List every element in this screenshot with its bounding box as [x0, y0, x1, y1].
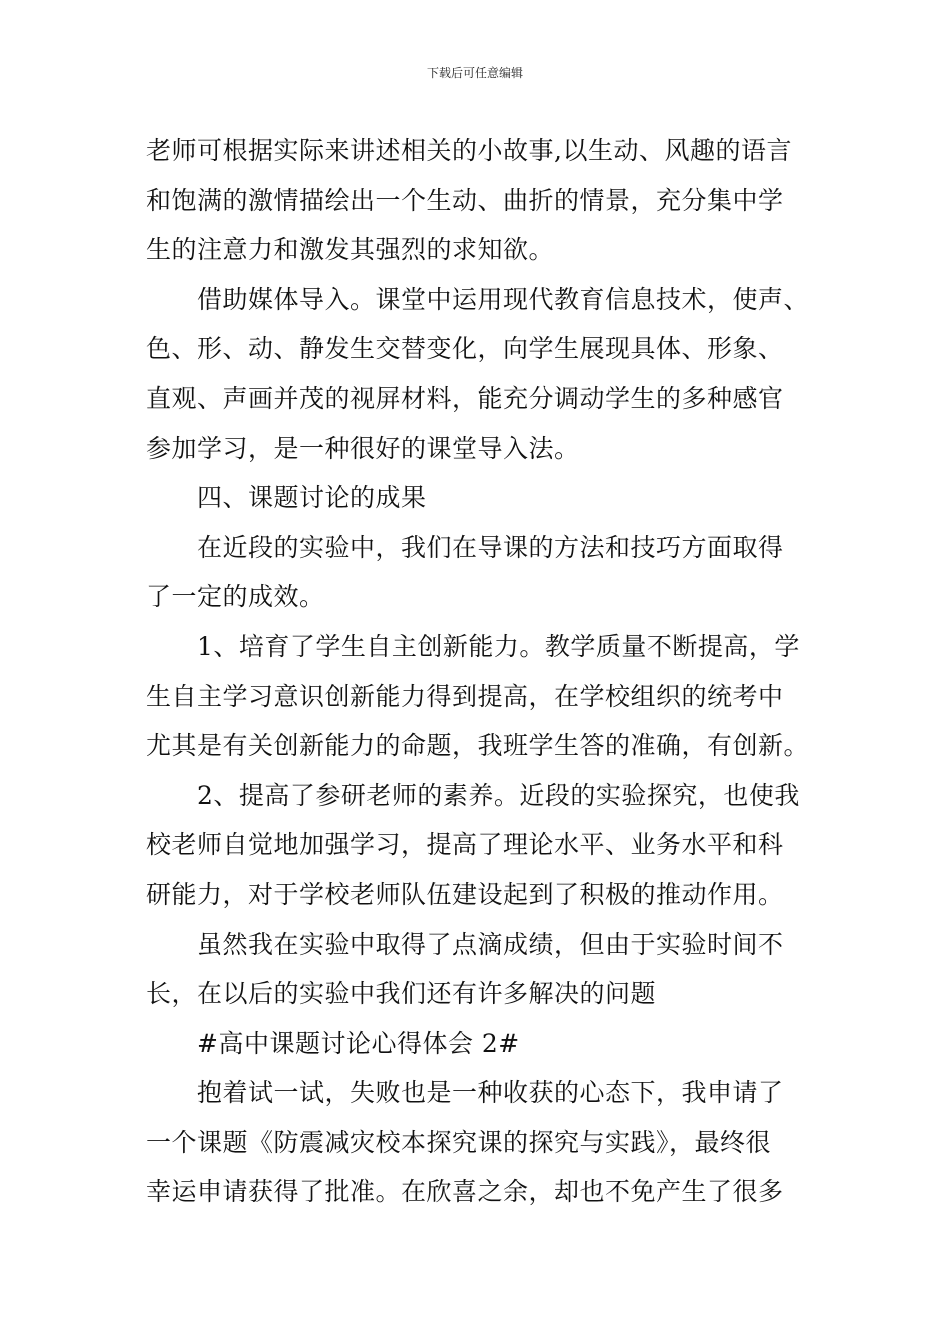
- text-line: 一个课题《防震减灾校本探究课的探究与实践》，最终很: [146, 1127, 772, 1157]
- text-line: 直观、声画并茂的视屏材料，能充分调动学生的多种感官: [146, 383, 784, 413]
- paragraph-start-line: 虽然我在实验中取得了点滴成绩，但由于实验时间不: [197, 929, 784, 959]
- text-line: 生的注意力和激发其强烈的求知欲。: [146, 235, 555, 265]
- text-line: 尤其是有关创新能力的命题，我班学生答的准确，有创新。: [146, 731, 810, 761]
- section-heading: 四、课题讨论的成果: [197, 483, 427, 513]
- paragraph-start-line: 在近段的实验中，我们在导课的方法和技巧方面取得: [197, 532, 784, 562]
- text-line: 研能力，对于学校老师队伍建设起到了积极的推动作用。: [146, 879, 784, 909]
- paragraph-start-line: 2、提高了参研老师的素养。近段的实验探究，也使我: [197, 780, 800, 810]
- document-body: [146, 126, 836, 1217]
- text-line: 长，在以后的实验中我们还有许多解决的问题: [146, 979, 657, 1009]
- page-header: 下载后可任意编辑: [426, 66, 523, 80]
- text-line: 生自主学习意识创新能力得到提高，在学校组织的统考中: [146, 681, 784, 711]
- text-line: 校老师自觉地加强学习，提高了理论水平、业务水平和科: [146, 830, 784, 860]
- section-heading: #高中课题讨论心得体会 2#: [197, 1028, 520, 1058]
- text-line: 了一定的成效。: [146, 582, 325, 612]
- paragraph-start-line: 抱着试一试，失败也是一种收获的心态下，我申请了: [197, 1078, 784, 1108]
- text-line: 幸运申请获得了批准。在欣喜之余，却也不免产生了很多: [146, 1177, 784, 1207]
- paragraph-start-line: 借助媒体导入。课堂中运用现代教育信息技术，使声、: [197, 284, 810, 314]
- text-line: 和饱满的激情描绘出一个生动、曲折的情景，充分集中学: [146, 185, 784, 215]
- text-line: 色、形、动、静发生交替变化，向学生展现具体、形象、: [146, 334, 784, 364]
- paragraph-start-line: 1、培育了学生自主创新能力。教学质量不断提高，学: [197, 631, 800, 661]
- text-line: 老师可根据实际来讲述相关的小故事,以生动、风趣的语言: [146, 136, 792, 165]
- text-line: 参加学习，是一种很好的课堂导入法。: [146, 433, 580, 463]
